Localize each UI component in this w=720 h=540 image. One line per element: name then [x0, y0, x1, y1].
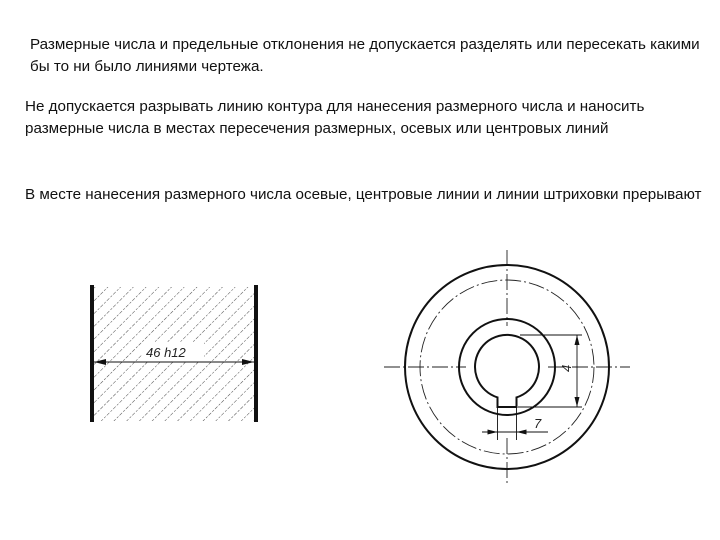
width-arrow-left — [488, 430, 498, 435]
width-arrow-right — [517, 430, 527, 435]
height-dimension-label: 4 — [559, 364, 574, 372]
height-arrow-bottom — [575, 397, 580, 407]
bore-with-keyway — [475, 335, 539, 407]
width-dimension-label: 7 — [534, 416, 542, 431]
rule-paragraph-2: Не допускается разрывать линию контура для нанесения размерного числа и наносить размерные числа в местах пересечения размерных, осевых или центровых линий — [25, 98, 645, 137]
rule-paragraph-1: Размерные числа и предельные отклонения не допускается разделять или пересекать какими бы то ни было линиями чертежа. — [30, 36, 700, 75]
height-arrow-top — [575, 335, 580, 345]
rule-paragraph-3: В месте нанесения размерного числа осевые, центровые линии и линии штриховки прерывают — [25, 186, 702, 203]
ring-keyway-drawing — [384, 250, 630, 485]
dimension-label: 46 h12 — [146, 345, 186, 360]
hub-circle — [459, 319, 555, 415]
hatched-section-drawing — [92, 285, 256, 422]
